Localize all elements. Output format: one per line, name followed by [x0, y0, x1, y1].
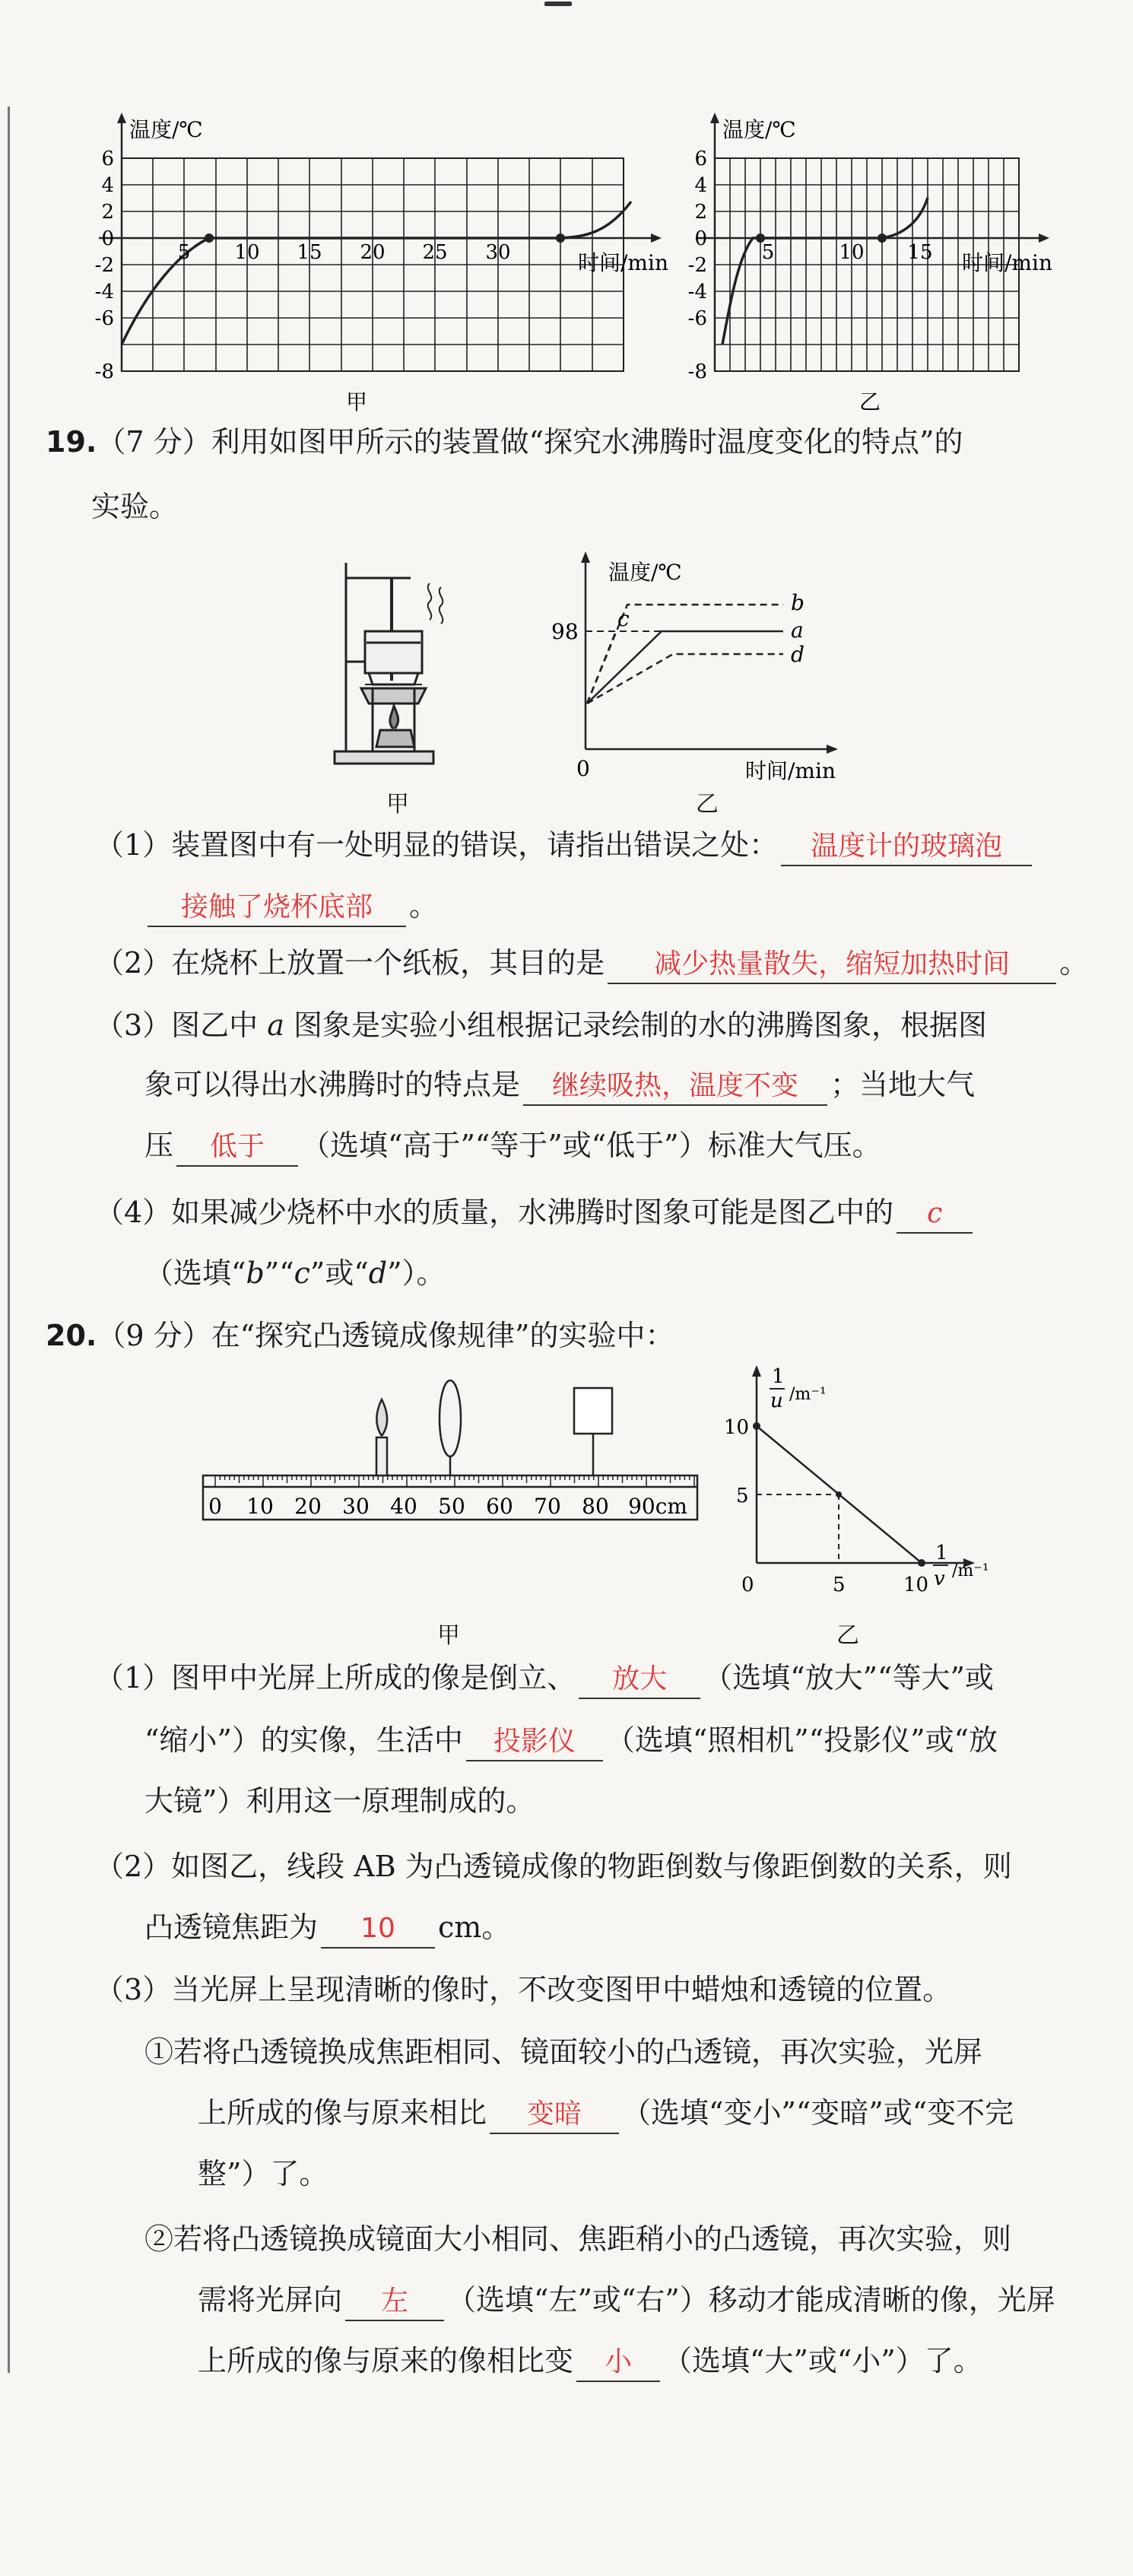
y-tick-5: 5 [736, 1485, 749, 1507]
q20-part3-1-line3: 整”）了。 [198, 2157, 328, 2190]
q19-p4-text-e: ”）。 [387, 1256, 446, 1290]
curve-label-a: a [791, 618, 804, 643]
graph-top-left [53, 106, 692, 415]
q19-p1-text: （1）装置图中有一处明显的错误，请指出错误之处： [95, 828, 779, 862]
answer-blank-1a: 温度计的玻璃泡 [781, 828, 1032, 866]
y-tick: 6 [101, 148, 114, 170]
x-tick: 20 [360, 241, 386, 264]
y-tick: 4 [694, 174, 707, 197]
answer-blank-4: c [897, 1196, 973, 1234]
q20-part2: （2）如图乙，线段 AB 为凸透镜成像的物距倒数与像距倒数的关系，则 [95, 1850, 1012, 1883]
q20-stem-text: （9 分）在“探究凸透镜成像规律”的实验中： [97, 1319, 674, 1352]
q20-part1-line3: 大镜”）利用这一原理制成的。 [144, 1784, 535, 1818]
y-tick: -2 [687, 254, 707, 277]
page-top-mark [544, 2, 572, 6]
y-tick: 4 [101, 174, 114, 197]
q19-boiling-graph [551, 548, 859, 791]
q19-part1 [95, 825, 1035, 866]
q19-number: 19. [46, 425, 97, 459]
q20-p1-text-b: （选填“放大”“等大”或 [703, 1661, 994, 1695]
y-tick-10: 10 [724, 1416, 750, 1439]
q20-part3-2-line3 [198, 2341, 982, 2382]
x-unit: /m⁻¹ [952, 1561, 989, 1580]
x-tick-10: 10 [903, 1574, 929, 1596]
q19-graph-98: 98 [551, 619, 579, 644]
answer-blank-1b: 接触了烧杯底部 [148, 889, 406, 927]
page-margin-line [8, 106, 10, 2373]
q20-stem [46, 1316, 674, 1355]
q19-p4-var-d: d [368, 1256, 388, 1290]
answer-blank-q20-2: 投影仪 [466, 1723, 603, 1761]
answer-blank-q20-5: 左 [345, 2283, 444, 2321]
q20-p3-2-text-b: 需将光屏向 [198, 2283, 343, 2317]
answer-blank-q20-4: 变暗 [490, 2096, 619, 2134]
q19-stem-text: （7 分）利用如图甲所示的装置做“探究水沸腾时温度变化的特点”的 [97, 425, 963, 459]
q20-part3-1: ①若将凸透镜换成焦距相同、镜面较小的凸透镜，再次实验，光屏 [144, 2035, 983, 2069]
q20-part2-line2 [144, 1907, 510, 1949]
q19-p2-end: 。 [1059, 946, 1089, 980]
q20-p2-text-b: 凸透镜焦距为 [144, 1911, 319, 1944]
q19-part2 [95, 943, 1088, 984]
x-label-num: 1 [935, 1542, 948, 1564]
answer-blank-q20-1: 放大 [579, 1661, 700, 1699]
x-tick: 10 [839, 241, 865, 264]
q19-p3-text-c: 象可以得出水沸腾时的特点是 [144, 1068, 521, 1101]
x-tick: 10 [234, 241, 260, 264]
answer-blank-q20-3: 10 [321, 1911, 435, 1949]
y-tick: -6 [687, 307, 707, 330]
q19-part3-line3 [144, 1126, 881, 1167]
y-unit: /m⁻¹ [789, 1385, 827, 1404]
q19-stem [46, 422, 963, 462]
q19-p3-text-f: （选填“高于”“等于”或“低于”）标准大气压。 [301, 1129, 881, 1162]
q19-graph-origin: 0 [576, 756, 590, 781]
y-tick: 2 [101, 201, 114, 224]
ruler-tick: 50 [438, 1494, 465, 1519]
q19-stem-cont: 实验。 [91, 490, 179, 523]
x-tick: 25 [422, 241, 448, 264]
graph-top-left-ylabel: 温度/℃ [129, 117, 203, 142]
answer-blank-3a: 继续吸热，温度不变 [523, 1068, 827, 1106]
q19-p4-var-c: c [294, 1256, 310, 1290]
q20-p3-1-text-c: （选填“变小”“变暗”或“变不完 [622, 2096, 1014, 2130]
q20-part1 [95, 1658, 994, 1699]
x-tick: 15 [297, 241, 322, 264]
y-tick: -6 [94, 307, 114, 330]
q19-p4-text-b: （选填“ [144, 1256, 246, 1290]
ruler-tick: 90cm [628, 1494, 687, 1519]
q20-part3-2: ②若将凸透镜换成镜面大小相同、焦距稍小的凸透镜，再次实验，则 [144, 2222, 1012, 2256]
curve-label-d: d [791, 642, 805, 667]
q19-p3-text-a: （3）图乙中 [95, 1008, 259, 1042]
ruler-tick: 40 [390, 1494, 417, 1519]
y-tick: -2 [94, 254, 114, 277]
ruler-tick: 30 [342, 1494, 370, 1519]
q19-part4 [95, 1193, 976, 1234]
y-label-num: 1 [772, 1365, 785, 1388]
graph-top-left-caption: 甲 [346, 389, 368, 415]
x-tick: 5 [761, 241, 775, 264]
x-tick: 5 [177, 241, 191, 264]
y-label-den: u [770, 1390, 783, 1412]
q20-part3-2-line2 [198, 2280, 1055, 2321]
q20-p1-text-a: （1）图甲中光屏上所成的像是倒立、 [95, 1661, 576, 1695]
q19-p3-text-b: 图象是实验小组根据记录绘制的水的沸腾图象，根据图 [294, 1008, 988, 1042]
y-tick: 0 [694, 227, 707, 250]
y-tick: 6 [694, 148, 707, 170]
y-tick: -4 [94, 281, 114, 303]
q19-graph-xlabel: 时间/min [745, 758, 836, 783]
q19-p4-var-b: b [246, 1256, 265, 1290]
q20-part3-1-line2 [198, 2093, 1014, 2134]
q20-p2-text-c: cm。 [438, 1911, 511, 1944]
q19-fig-a-caption: 甲 [386, 791, 409, 818]
x-tick: 15 [907, 241, 933, 264]
q20-p3-1-text-b: 上所成的像与原来相比 [198, 2096, 487, 2130]
q19-p2-text: （2）在烧杯上放置一个纸板，其目的是 [95, 946, 605, 980]
q19-p4-text-d: ”或“ [309, 1256, 369, 1290]
ruler-tick: 80 [582, 1494, 609, 1519]
x-tick-5: 5 [833, 1574, 846, 1596]
optical-bench [202, 1377, 703, 1544]
q20-part1-line2 [144, 1720, 998, 1761]
graph-top-right [662, 106, 1103, 415]
q19-part3 [95, 1005, 987, 1045]
boiling-apparatus [319, 548, 471, 799]
graph-top-left-xlabel: 时间/min [578, 250, 668, 275]
q19-part4-cont [144, 1253, 446, 1293]
ruler-tick: 0 [208, 1494, 222, 1519]
graph-top-right-ylabel: 温度/℃ [722, 117, 796, 142]
q19-p3-text-d: ；当地大气 [830, 1068, 976, 1101]
q20-number: 20. [46, 1319, 97, 1352]
q19-p1-end: 。 [409, 889, 439, 923]
curve-label-c: c [617, 606, 630, 631]
ruler-tick: 60 [486, 1494, 513, 1519]
q19-p3-var: a [267, 1008, 284, 1042]
y-tick: -4 [687, 281, 707, 303]
origin: 0 [741, 1574, 754, 1596]
answer-blank-q20-6: 小 [576, 2344, 660, 2382]
q20-p3-2-text-c: （选填“左”或“右”）移动才能成清晰的像，光屏 [447, 2283, 1055, 2317]
ruler-tick: 20 [294, 1494, 322, 1519]
y-tick: 0 [101, 227, 114, 250]
q19-p4-text-a: （4）如果减少烧杯中水的质量，水沸腾时图象可能是图乙中的 [95, 1196, 894, 1229]
q20-part3: （3）当光屏上呈现清晰的像时，不改变图甲中蜡烛和透镜的位置。 [95, 1973, 952, 2006]
q19-fig-b-caption: 乙 [696, 791, 719, 818]
curve-label-b: b [791, 590, 805, 615]
q20-p1-text-c: “缩小”）的实像，生活中 [144, 1723, 463, 1757]
x-label-den: v [934, 1568, 945, 1590]
graph-top-right-caption: 乙 [859, 389, 881, 415]
ruler-tick: 70 [534, 1494, 561, 1519]
q19-part3-line2 [144, 1065, 975, 1106]
q20-fig-b-caption: 乙 [836, 1622, 859, 1649]
y-tick: -8 [687, 361, 707, 383]
q19-p3-text-e: 压 [144, 1129, 174, 1162]
q20-fig-a-caption: 甲 [437, 1622, 460, 1649]
q20-inverse-graph [707, 1361, 1027, 1605]
y-tick: 2 [694, 201, 707, 224]
q20-p3-2-text-d: 上所成的像与原来的像相比变 [198, 2344, 574, 2377]
q20-p1-text-d: （选填“照相机”“投影仪”或“放 [605, 1723, 998, 1757]
q19-p4-text-c: ”“ [264, 1256, 294, 1290]
ruler-tick: 10 [246, 1494, 274, 1519]
graph-top-right-xlabel: 时间/min [962, 250, 1052, 275]
answer-blank-2: 减少热量散失，缩短加热时间 [608, 946, 1056, 984]
q20-p3-2-text-e: （选填“大”或“小”）了。 [663, 2344, 982, 2377]
x-tick: 30 [485, 241, 511, 264]
answer-blank-3b: 低于 [176, 1129, 298, 1167]
q19-part1-cont [144, 886, 438, 927]
y-tick: -8 [94, 361, 114, 383]
q19-graph-ylabel: 温度/℃ [608, 560, 682, 585]
